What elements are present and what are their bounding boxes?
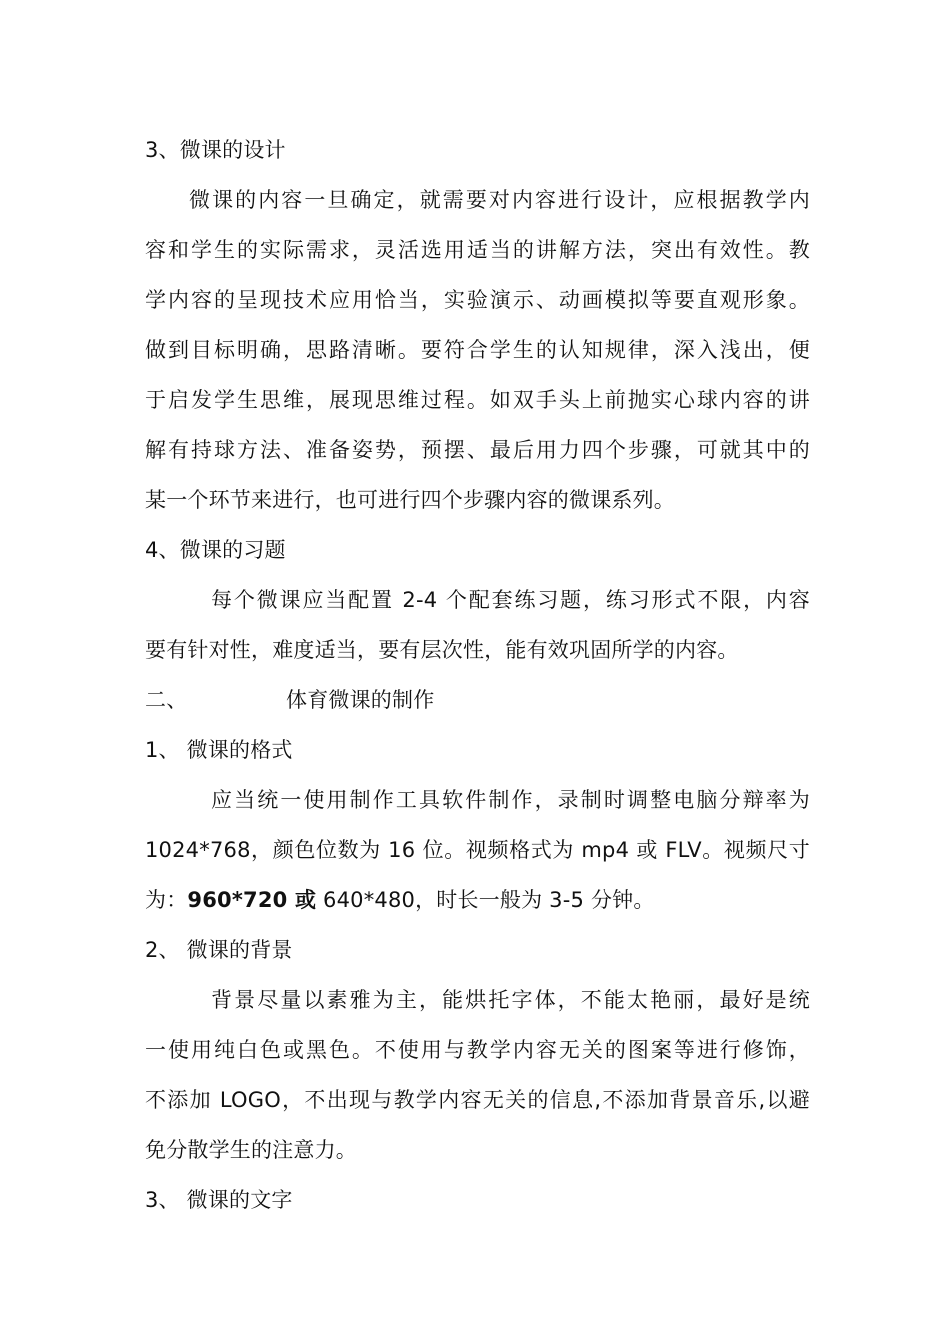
section-heading-design: 3、微课的设计 — [145, 138, 286, 162]
paragraph-line: 要有针对性，难度适当，要有层次性，能有效巩固所学的内容。 — [145, 638, 739, 662]
text-run: 为： — [145, 888, 188, 912]
paragraph-line: 不添加 LOGO，不出现与教学内容无关的信息,不添加背景音乐,以避 — [145, 1088, 810, 1112]
paragraph-line: 每个微课应当配置 2-4 个配套练习题，练习形式不限，内容 — [211, 588, 810, 612]
chapter-heading: 体育微课的制作 — [286, 688, 435, 712]
paragraph-line: 微课的内容一旦确定，就需要对内容进行设计，应根据教学内 — [189, 188, 810, 212]
paragraph-line: 解有持球方法、准备姿势，预摆、最后用力四个步骤，可就其中的 — [145, 438, 810, 462]
section-heading-background: 2、 微课的背景 — [145, 938, 293, 962]
paragraph-line: 1024*768，颜色位数为 16 位。视频格式为 mp4 或 FLV。视频尺寸 — [145, 838, 810, 862]
text-run: 640*480，时长一般为 3-5 分钟。 — [316, 888, 655, 912]
paragraph-line — [145, 885, 810, 915]
bold-text-run: 960*720 或 — [187, 888, 317, 912]
paragraph-line: 某一个环节来进行，也可进行四个步骤内容的微课系列。 — [145, 488, 675, 512]
section-heading-format: 1、 微课的格式 — [145, 738, 293, 762]
paragraph-line: 背景尽量以素雅为主，能烘托字体，不能太艳丽，最好是统 — [211, 988, 810, 1012]
paragraph-line: 应当统一使用制作工具软件制作，录制时调整电脑分辩率为 — [211, 788, 810, 812]
section-heading-text: 3、 微课的文字 — [145, 1188, 293, 1212]
paragraph-line: 于启发学生思维，展现思维过程。如双手头上前抛实心球内容的讲 — [145, 388, 810, 412]
paragraph-line: 学内容的呈现技术应用恰当，实验演示、动画模拟等要直观形象。 — [145, 288, 810, 312]
paragraph-line: 一使用纯白色或黑色。不使用与教学内容无关的图案等进行修饰， — [145, 1038, 810, 1062]
section-heading-exercises: 4、微课的习题 — [145, 538, 286, 562]
paragraph-line: 容和学生的实际需求，灵活选用适当的讲解方法，突出有效性。教 — [145, 238, 810, 262]
paragraph-line: 做到目标明确，思路清晰。要符合学生的认知规律，深入浅出，便 — [145, 338, 810, 362]
chapter-number: 二、 — [145, 688, 188, 712]
paragraph-line: 免分散学生的注意力。 — [145, 1138, 357, 1162]
